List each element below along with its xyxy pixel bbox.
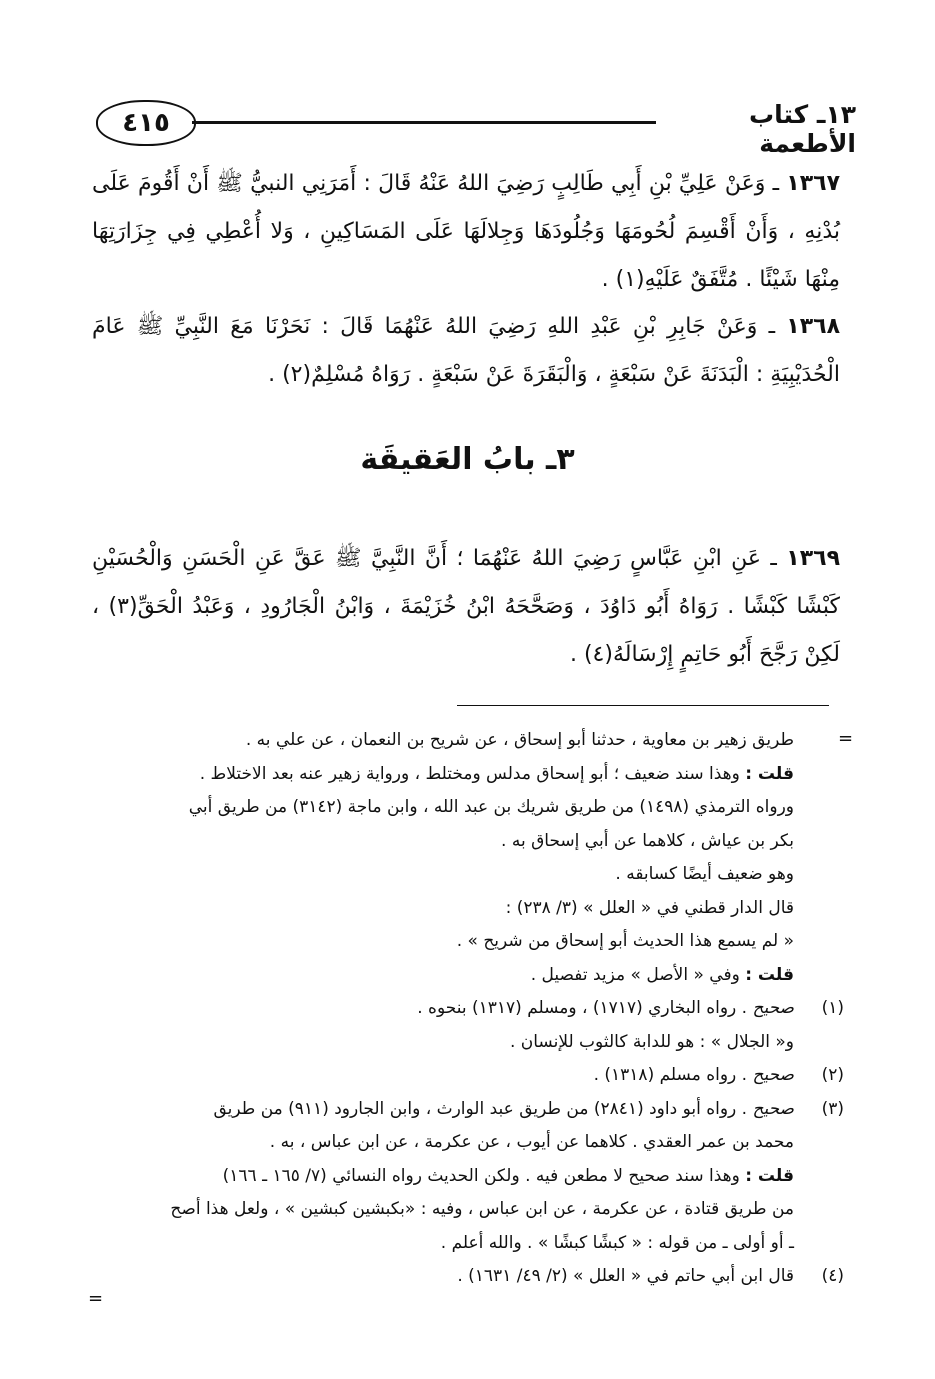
hadith-1367 [92, 160, 840, 304]
note-line: « لم يسمع هذا الحديث أبو إسحاق من شريح » . [456, 931, 794, 951]
note-line: من طريق قتادة ، عن عكرمة ، عن ابن عباس ، وفيه : «بكبشين كبشين » ، ولعل هذا أصح [170, 1199, 794, 1219]
page-header [96, 96, 856, 158]
continuation-mark: = [88, 1288, 104, 1309]
note-line: طريق زهير بن معاوية ، حدثنا أبو إسحاق ، عن شريح بن النعمان ، عن علي به . [245, 730, 794, 750]
note-line: قال الدار قطني في « العلل » (٣/ ٢٣٨) : [505, 897, 794, 918]
footnote-marker: (٤) [821, 1266, 844, 1286]
hadith-number: ١٣٦٧ [786, 171, 841, 196]
section-title: ٣ـ بابُ العَقيقَة [360, 442, 575, 477]
hadith-text: ـ عَنِ ابْنِ عَبَّاسٍ رَضِيَ اللهُ عَنْهُمَا ؛ أَنَّ النَّبِيَّ ﷺ عَقَّ عَنِ الْحَسَنِ وَالْحُسَيْنِ كَبْشًا كَبْشًا . رَوَاهُ أَبُو دَاوُدَ ، وَصَحَّحَهُ ابْنُ خُزَيْمَةَ ، وَابْنُ الْجَارُودِ ، وَعَبْدُ الْحَقِّ(٣) ، لَكِنْ رَجَّحَ أَبُو حَاتِمٍ إِرْسَالَهُ(٤) . [92, 546, 840, 667]
chapter-title: ١٣ـ كتاب الأطعمة [748, 100, 856, 158]
note-line: ورواه الترمذي (١٤٩٨) من طريق شريك بن عبد الله ، وابن ماجة (٣١٤٢) من طريق أبي [188, 797, 794, 817]
note-line: محمد بن عمر العقدي . كلاهما عن أيوب ، عن عكرمة ، عن ابن عباس ، به . [269, 1132, 794, 1152]
continuation-mark: = [838, 728, 854, 749]
footnote-marker: (٢) [821, 1065, 844, 1085]
footnote-2: (٢)صحيح . رواه مسلم (١٣١٨) . [90, 1059, 844, 1093]
footnote-separator [457, 705, 829, 706]
note-line: قلت : وهذا سند صحيح لا مطعن فيه . ولكن الحديث رواه النسائي (٧/ ١٦٥ ـ ١٦٦) [222, 1165, 794, 1186]
grade-label: صحيح [752, 1098, 794, 1119]
footnote-3: (٣)صحيح . رواه أبو داود (٢٨٤١) من طريق عبد الوارث ، وابن الجارود (٩١١) من طريق [90, 1093, 844, 1127]
header-rule [192, 121, 656, 124]
hadith-number: ١٣٦٩ [786, 546, 840, 571]
note-line: قلت : وهذا سند ضعيف ؛ أبو إسحاق مدلس ومختلط ، ورواية زهير عنه بعد الاختلاط . [199, 763, 794, 784]
hadith-number: ١٣٦٨ [786, 314, 840, 339]
hadith-1368 [92, 303, 840, 399]
note-line: قلت : وفي « الأصل » مزيد تفصيل . [530, 964, 794, 985]
hadith-text: ـ وَعَنْ جَابِرِ بْنِ عَبْدِ اللهِ رَضِيَ اللهُ عَنْهُمَا قَالَ : نَحَرْنَا مَعَ النَّبِيِّ ﷺ عَامَ الْحُدَيْبِيَةِ : الْبَدَنَةَ عَنْ سَبْعَةٍ ، وَالْبَقَرَةَ عَنْ سَبْعَةٍ . رَوَاهُ مُسْلِمٌ(٢) . [92, 314, 840, 387]
footnote-marker: (١) [821, 998, 844, 1018]
footnote-marker: (٣) [821, 1098, 844, 1119]
note-line: ـ أو أولى ـ من قوله : « كبشًا كبشًا » . والله أعلم . [440, 1232, 794, 1253]
footnotes [90, 724, 844, 1294]
grade-label: صحيح [752, 1065, 794, 1085]
note-line: و« الجلال » : هو للدابة كالثوب للإنسان . [509, 1031, 794, 1052]
note-line: وهو ضعيف أيضًا كسابقه . [615, 864, 794, 884]
hadith-text: ـ وَعَنْ عَلِيِّ بْنِ أَبِي طَالِبٍ رَضِيَ اللهُ عَنْهُ قَالَ : أَمَرَنِي النبيُّ ﷺ أَنْ أَقُومَ عَلَى بُدْنِهِ ، وَأَنْ أَقْسِمَ لُحُومَهَا وَجُلُودَهَا وَجِلالَهَا عَلَى المَسَاكِينِ ، وَلا أُعْطِي فِي جِزَارَتِهَا مِنْهَا شَيْئًا . مُتَّفَقٌ عَلَيْهِ(١) . [92, 171, 840, 292]
footnote-4: (٤)قال ابن أبي حاتم في « العلل » (٢/ ٤٩/ ١٦٣١) . [90, 1260, 844, 1294]
grade-label: صحيح [752, 998, 794, 1018]
note-line: بكر بن عياش ، كلاهما عن أبي إسحاق به . [501, 830, 794, 851]
hadith-1369 [92, 535, 840, 679]
page-number: ٤١٥ [96, 100, 196, 146]
footnote-1: (١)صحيح . رواه البخاري (١٧١٧) ، ومسلم (١٣١٧) بنحوه . [90, 992, 844, 1026]
